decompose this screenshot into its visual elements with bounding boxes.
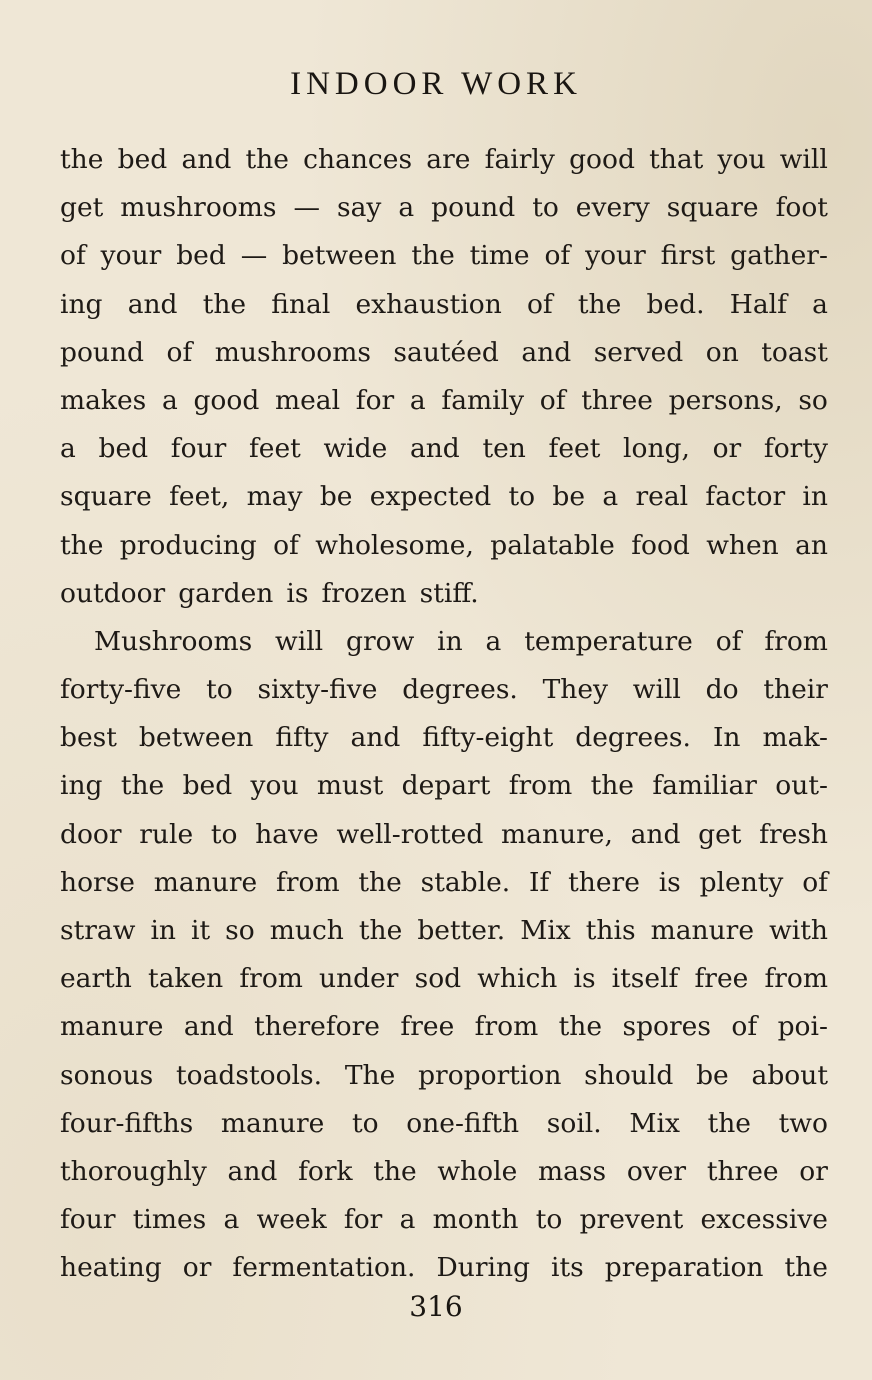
word: four (170, 433, 227, 465)
text-line (60, 762, 828, 810)
word: grow (346, 625, 415, 657)
word: long, (623, 433, 690, 465)
word: your (585, 240, 646, 272)
word: week (256, 1204, 327, 1236)
text-line (60, 232, 828, 280)
word: this (585, 915, 636, 946)
word: to (352, 1107, 379, 1139)
word: fork (298, 1155, 353, 1187)
word: you (717, 144, 766, 175)
word: so (798, 384, 828, 416)
word: family (441, 384, 525, 416)
word: do (705, 674, 739, 706)
word: bed. (646, 288, 705, 320)
word: sod (414, 963, 462, 995)
word: from (474, 1011, 539, 1043)
word: sonous (60, 1059, 154, 1091)
word: one-fifth (406, 1107, 520, 1139)
word: ing (60, 770, 103, 802)
word: sixty-five (257, 674, 378, 706)
word: over (626, 1155, 687, 1187)
word: the (590, 770, 634, 802)
word: well-rotted (336, 818, 484, 850)
word: in (150, 915, 176, 946)
word: will (779, 144, 828, 175)
word: to (206, 674, 233, 706)
word: say (336, 192, 382, 224)
word: be (696, 1059, 729, 1091)
text-line (60, 1100, 828, 1148)
word: fifty (275, 722, 329, 754)
word: three (581, 384, 653, 416)
word: of (731, 1011, 758, 1043)
word: manure (220, 1107, 325, 1139)
word: about (751, 1059, 828, 1091)
word: If (529, 866, 550, 898)
word: toadstools. (176, 1059, 323, 1091)
word: earth (60, 963, 132, 995)
word: square (60, 481, 152, 513)
word: preparation (604, 1252, 764, 1284)
word: time (469, 240, 530, 272)
word: excessive (700, 1204, 828, 1236)
word: temperature (524, 625, 693, 657)
word: four (60, 1204, 116, 1236)
text-line (60, 184, 828, 232)
word: get (60, 192, 104, 224)
word: real (635, 481, 689, 513)
word: four-fifths (60, 1107, 194, 1139)
page-number: 316 (409, 1290, 463, 1323)
word: the (60, 529, 104, 561)
word: feet (548, 433, 601, 465)
word: to (532, 192, 559, 224)
word: or (712, 433, 742, 465)
word: stable. (420, 866, 511, 898)
text-line (60, 570, 828, 618)
word: be (319, 481, 353, 513)
word: out- (775, 770, 828, 802)
word: a (161, 384, 178, 416)
word: Mix (629, 1107, 680, 1139)
word: During (436, 1252, 530, 1284)
word: the (373, 1155, 417, 1187)
word: taken (147, 963, 224, 995)
text-line (60, 136, 828, 184)
word: chances (303, 144, 413, 175)
word: from (764, 963, 828, 995)
word: horse (60, 866, 135, 898)
text-line (60, 811, 828, 859)
word: of (544, 240, 571, 272)
word: of (526, 288, 553, 320)
word: In (712, 722, 741, 754)
word: bed (176, 240, 226, 272)
word: fresh (759, 818, 828, 850)
word: and (181, 144, 232, 175)
word: an (795, 529, 828, 561)
word: better. (417, 915, 506, 946)
word: times (132, 1204, 207, 1236)
word: between (138, 722, 254, 754)
word: much (269, 915, 344, 946)
text-line (60, 329, 828, 377)
word: garden (178, 577, 274, 609)
word: two (778, 1107, 828, 1139)
text-line (60, 1003, 828, 1051)
word: the (358, 866, 402, 898)
text-line (60, 1052, 828, 1100)
word: good (193, 384, 260, 416)
word: and (409, 433, 460, 465)
word: is (573, 963, 596, 995)
word: Half (729, 288, 787, 320)
word: are (426, 144, 471, 175)
word: spores (622, 1011, 711, 1043)
word: persons, (668, 384, 783, 416)
word: manure, (501, 818, 613, 850)
word: of (539, 384, 566, 416)
word: a (602, 481, 619, 513)
word: on (705, 336, 739, 368)
word: to (535, 1204, 563, 1236)
word: have (255, 818, 319, 850)
word: when (706, 529, 779, 561)
word: or (799, 1155, 828, 1187)
word: three (706, 1155, 779, 1187)
word: ten (482, 433, 526, 465)
word: door (60, 818, 122, 850)
text-line (60, 377, 828, 425)
word: will (275, 625, 324, 657)
word: foot (775, 192, 828, 224)
word: feet (248, 433, 301, 465)
word: proportion (418, 1059, 562, 1091)
word: gather- (730, 240, 828, 272)
word: free (400, 1011, 455, 1043)
word: a (60, 433, 76, 465)
word: the (577, 288, 622, 320)
word: of (166, 336, 193, 368)
word: prevent (579, 1204, 684, 1236)
word: wholesome, (315, 529, 474, 561)
word: under (319, 963, 399, 995)
text-line (60, 1148, 828, 1196)
word: there (568, 866, 640, 898)
word: The (344, 1059, 396, 1091)
word: palatable (490, 529, 615, 561)
word: therefore (254, 1011, 380, 1043)
word: from (764, 625, 828, 657)
word: of (802, 866, 828, 898)
word: food (631, 529, 690, 561)
word: with (769, 915, 828, 946)
word: expected (369, 481, 492, 513)
word: and (630, 818, 681, 850)
word: bed (98, 433, 149, 465)
word: good (569, 144, 635, 175)
word: should (584, 1059, 674, 1091)
word: manure (60, 1011, 164, 1043)
word: straw (60, 915, 136, 946)
word: in (437, 625, 463, 657)
word: itself (611, 963, 679, 995)
word: factor (705, 481, 786, 513)
word: will (632, 674, 681, 706)
word: and (227, 1155, 278, 1187)
word: a (812, 288, 828, 320)
word: whole (437, 1155, 518, 1187)
word: toast (761, 336, 828, 368)
word: pound (60, 336, 145, 368)
word: degrees. (575, 722, 691, 754)
word: makes (60, 384, 147, 416)
word: fermentation. (232, 1252, 416, 1284)
word: They (542, 674, 609, 706)
text-line (60, 1196, 828, 1244)
text-line (60, 618, 828, 666)
word: the (60, 144, 104, 175)
word: bed (117, 144, 168, 175)
word: their (763, 674, 828, 706)
word: producing (119, 529, 257, 561)
word: poi- (777, 1011, 828, 1043)
text-line (60, 714, 828, 762)
word: month (432, 1204, 519, 1236)
word: or (182, 1252, 212, 1284)
word: exhaustion (355, 288, 502, 320)
word: depart (401, 770, 491, 802)
word: wide (323, 433, 388, 465)
text-line (60, 425, 828, 473)
word: fifty-eight (422, 722, 554, 754)
word: mushrooms (120, 192, 277, 224)
word: forty (763, 433, 828, 465)
word: served (593, 336, 684, 368)
word: the (120, 770, 165, 802)
word: between (282, 240, 397, 272)
word: the (358, 915, 403, 946)
word: you (250, 770, 299, 802)
text-line (60, 666, 828, 714)
word: a (223, 1204, 240, 1236)
word: meal (275, 384, 341, 416)
word: thoroughly (60, 1155, 207, 1187)
word: stiff. (419, 577, 479, 609)
word: in (802, 481, 828, 513)
word: mass (537, 1155, 607, 1187)
word: the (202, 288, 247, 320)
word: a (409, 384, 426, 416)
word: to (508, 481, 536, 513)
word: feet, (169, 481, 230, 513)
word: plenty (699, 866, 784, 898)
running-head: INDOOR WORK (290, 66, 582, 102)
word: the (245, 144, 289, 175)
word: first (660, 240, 716, 272)
word: and (350, 722, 401, 754)
word: from (239, 963, 303, 995)
word: — (240, 240, 268, 272)
word: for (355, 384, 395, 416)
word: Mix (520, 915, 571, 946)
word: of (715, 625, 742, 657)
word: of (273, 529, 299, 561)
text-line (60, 522, 828, 570)
word: mushrooms (214, 336, 371, 368)
word: forty-five (60, 674, 182, 706)
word: sautéed (393, 336, 499, 368)
word: outdoor (60, 577, 166, 609)
word: from (508, 770, 573, 802)
text-line (60, 1244, 828, 1292)
word: must (316, 770, 384, 802)
word: final (271, 288, 331, 320)
word: and (521, 336, 572, 368)
text-line (60, 955, 828, 1003)
word: a (398, 192, 415, 224)
word: ing (60, 288, 103, 320)
word: rule (139, 818, 194, 850)
word: be (552, 481, 586, 513)
word: bed (182, 770, 233, 802)
word: your (100, 240, 162, 272)
word: to (210, 818, 238, 850)
text-line (60, 473, 828, 521)
word: free (694, 963, 749, 995)
word: that (649, 144, 704, 175)
word: the (411, 240, 455, 272)
word: pound (431, 192, 516, 224)
word: it (191, 915, 211, 946)
word: which (477, 963, 558, 995)
word: get (698, 818, 742, 850)
word: manure (153, 866, 258, 898)
word: of (60, 240, 86, 272)
word: Mushrooms (94, 625, 253, 657)
word: degrees. (402, 674, 518, 706)
word: is (658, 866, 681, 898)
word: and (127, 288, 178, 320)
word: a (399, 1204, 416, 1236)
word: square (666, 192, 759, 224)
body-text (60, 136, 828, 1293)
text-line (60, 859, 828, 907)
word: the (784, 1252, 828, 1284)
word: for (343, 1204, 383, 1236)
word: — (293, 192, 320, 224)
word: fairly (484, 144, 555, 175)
word: mak- (762, 722, 828, 754)
word: heating (60, 1252, 162, 1284)
word: a (485, 625, 502, 657)
word: every (575, 192, 650, 224)
text-line (60, 281, 828, 329)
word: soil. (546, 1107, 602, 1139)
word: from (276, 866, 340, 898)
word: the (707, 1107, 751, 1139)
word: manure (650, 915, 755, 946)
word: frozen (321, 577, 407, 609)
word: so (225, 915, 255, 946)
text-line (60, 907, 828, 955)
word: the (558, 1011, 603, 1043)
word: its (551, 1252, 584, 1284)
word: may (246, 481, 303, 513)
word: best (60, 722, 117, 754)
word: is (286, 577, 309, 609)
word: familiar (652, 770, 757, 802)
word: and (183, 1011, 234, 1043)
